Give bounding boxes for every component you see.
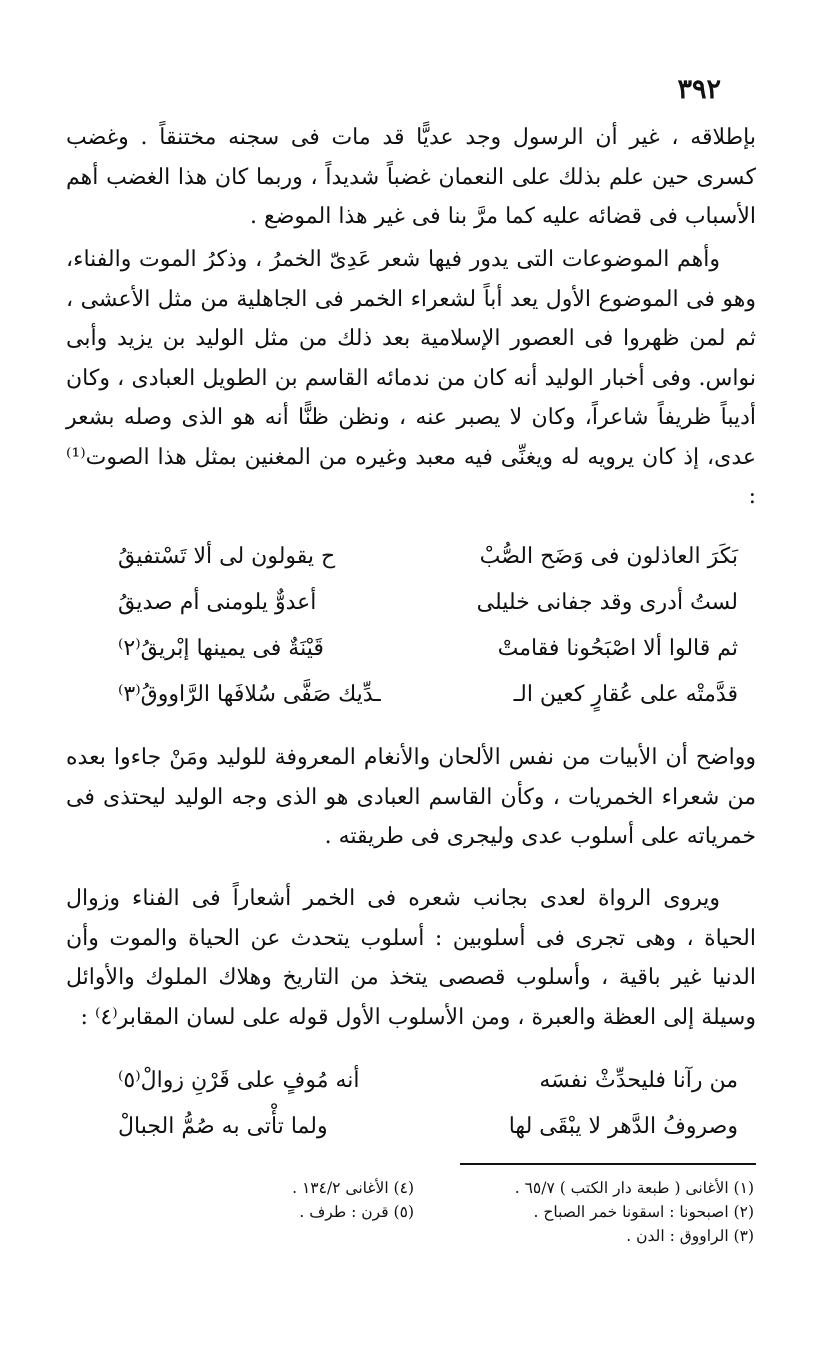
verse — [118, 579, 738, 625]
verse-first-hemistich: وصروفُ الدَّهر لا يبْقَى لها — [508, 1113, 738, 1139]
poem-1 — [118, 533, 738, 717]
verse — [118, 1103, 738, 1149]
paragraph-2 — [66, 240, 756, 517]
paragraph-2-text: وأهم الموضوعات التى يدور فيها شعر عَدِىّ الخمرُ ، وذكرُ الموت والفناء، وهو فى الموضوع الأول يعد أباً لشعراء الخمر فى الجاهلية من مثل الأعشى ، ثم لمن ظهروا فى العصور الإسلامية بعد ذلك من مثل الوليد بن يزيد وأبى نواس. وفى أخبار الوليد أنه كان من ندمائه القاسم بن الطويل العبادى ، وكان أديباً ظريفاً شاعراً، وكان لا يصبر عنه ، ونظن ظنًّا أنه هو الذى وصله بشعر عدى، إذ كان يرويه له ويغنِّى فيه معبد وغيره من المغنين بمثل هذا الصوت⁽¹⁾ : — [66, 247, 756, 509]
footnote-2: (٢) اصبحونا : اسقونا خمر الصباح . — [533, 1203, 754, 1221]
paragraph-1: بإطلاقه ، غير أن الرسول وجد عديًّا قد مات فى سجنه مختنقاً . وغضب كسرى حين علم بذلك على النعمان غضباً شديداً ، وربما كان هذا الغضب أهم الأسباب فى قضائه عليه كما مرَّ بنا فى غير هذا الموضع . — [66, 125, 756, 229]
footnote-divider — [460, 1163, 756, 1165]
verse-second-hemistich: ولما تأْتى به صُمُّ الجبالْ — [118, 1113, 328, 1139]
paragraph-4-text: ويروى الرواة لعدى بجانب شعره فى الخمر أشعاراً فى الفناء وزوال الحياة ، وهى تجرى فى أسلوبين : أسلوب يتحدث عن الحياة والموت وأن الدنيا غير باقية ، وأسلوب قصصى يتخذ من التاريخ وهلاك الملوك والأوائل وسيلة إلى العظة والعبرة ، ومن الأسلوب الأول قوله على لسان المقابر⁽٤⁾ : — [66, 886, 757, 1030]
verse-second-hemistich: ح يقولون لى ألا تَسْتفيقُ — [118, 543, 336, 569]
verse-second-hemistich: أنه مُوفٍ على قَرْنِ زوالْ⁽٥⁾ — [118, 1067, 360, 1093]
verse-first-hemistich: بَكَرَ العاذلون فى وَضَح الصُّبْ — [479, 543, 738, 569]
footnote-4: (٤) الأغانى ١٣٤/٢ . — [292, 1179, 414, 1197]
footnotes-column-right — [444, 1176, 754, 1248]
footnotes-column-left — [154, 1176, 414, 1224]
verse — [118, 1057, 738, 1103]
verse-first-hemistich: لستُ أدرى وقد جفانى خليلى — [476, 589, 738, 615]
verse-first-hemistich: من رآنا فليحدِّثْ نفسَه — [539, 1067, 738, 1093]
poem-2 — [118, 1057, 738, 1149]
footnote-1: (١) الأغانى ( طبعة دار الكتب ) ٦٥/٧ . — [514, 1179, 754, 1197]
verse — [118, 671, 738, 717]
verse-second-hemistich: قَيْنَةٌ فى يمينها إبْريقُ⁽٢⁾ — [118, 635, 324, 661]
verse-second-hemistich: أعدوٌّ يلومنى أم صديقُ — [118, 589, 317, 615]
verse-second-hemistich: ـدِّيك صَفَّى سُلافَها الرَّاووقُ⁽٣⁾ — [118, 681, 381, 707]
page-number: ٣٩٢ — [677, 74, 721, 105]
verse-first-hemistich: ثم قالوا ألا اصْبَحُونا فقامتْ — [497, 635, 738, 661]
paragraph-4 — [66, 879, 756, 1037]
verse — [118, 533, 738, 579]
verse-first-hemistich: قدَّمتْه على عُقارٍ كعين الـ — [513, 681, 738, 707]
footnote-5: (٥) قرن : طرف . — [299, 1203, 414, 1221]
footnote-3: (٣) الراووق : الدن . — [626, 1227, 754, 1245]
verse — [118, 625, 738, 671]
paragraph-3: وواضح أن الأبيات من نفس الألحان والأنغام المعروفة للوليد ومَنْ جاءوا بعده من شعراء الخمريات ، وكأن القاسم العبادى هو الذى وجه الوليد ليحتذى فى خمرياته على أسلوب عدى وليجرى فى طريقته . — [66, 745, 756, 849]
